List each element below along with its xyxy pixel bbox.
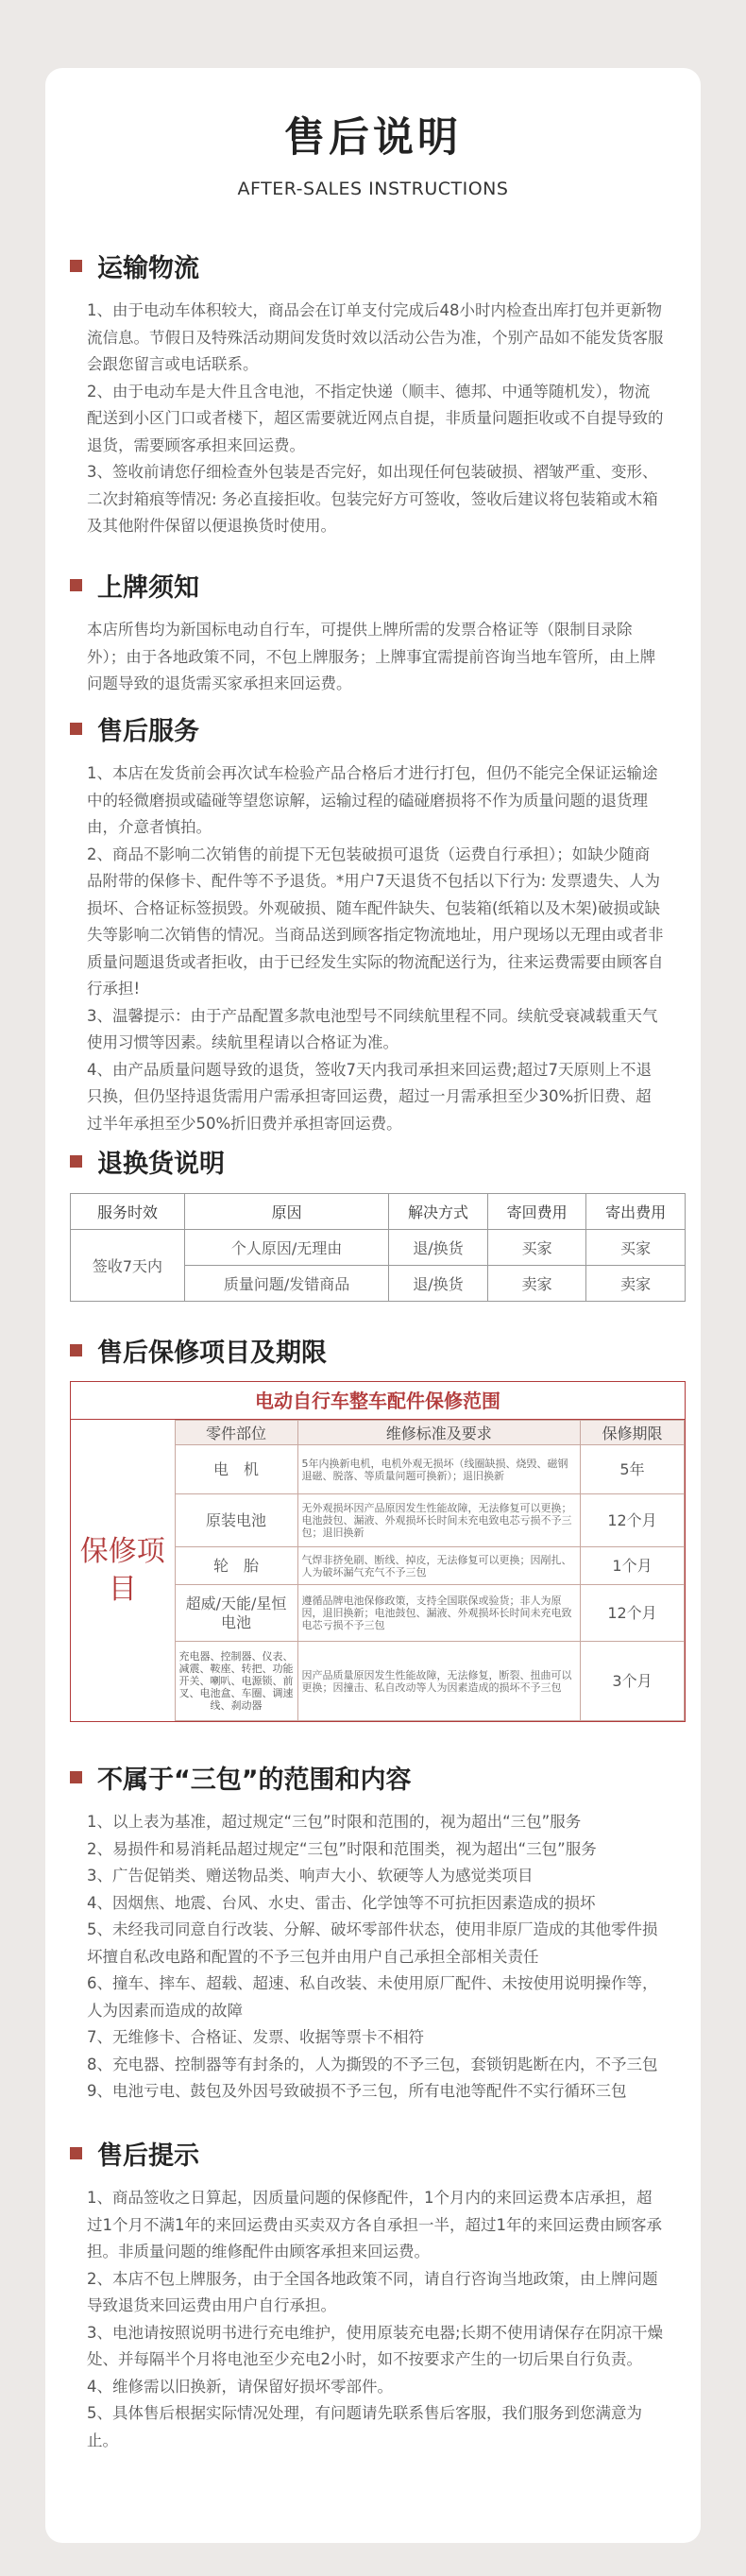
table-header: 保修期限 [581,1421,685,1445]
paragraph: 3、广告促销类、赠送物品类、响声大小、软硬等人为感觉类项目 [87,1867,534,1885]
table-cell: 退/换货 [389,1266,488,1302]
section-title: 不属于“三包”的范围和内容 [97,1766,412,1795]
paragraph: 6、撞车、摔车、超载、超速、私自改装、未使用原厂配件、未按使用说明操作等，人为因素而造成的故障 [87,1974,658,2020]
warranty-box [70,1381,686,1722]
warranty-section [45,1332,701,1369]
warranty-standard: 遵循品牌电池保修政策，支持全国联保或验货；非人为原因，退旧换新；电池鼓包、漏液、外观损坏长时间未充电致电芯亏损不予三包 [297,1585,581,1642]
section-marker-icon [70,1155,82,1168]
warranty-part: 电 机 [175,1445,297,1494]
warranty-period: 12个月 [581,1585,685,1642]
warranty-period: 5年 [581,1445,685,1494]
table-header: 零件部位 [175,1421,297,1445]
paragraph: 5、未经我司同意自行改装、分解、破坏零部件状态，使用非原厂造成的其他零件损坏擅自私改电路和配置的不予三包并由用户自己承担全部相关责任 [87,1920,658,1966]
paragraph: 3、电池请按照说明书进行充电维护，使用原装充电器;长期不使用请保存在阴凉干燥处、并每隔半个月将电池至少充电2小时，如不按要求产生的一切后果自行负责。 [87,2323,664,2368]
table-cell: 质量问题/发错商品 [184,1266,388,1302]
paragraph: 2、由于电动车是大件且含电池，不指定快递（顺丰、德邦、中通等随机发），物流配送到小区门口或者楼下，超区需要就近网点自提，非质量问题拒收或不自提导致的退货，需要顾客承担来回运费。 [87,382,664,454]
paragraph: 2、本店不包上牌服务，由于全国各地政策不同，请自行咨询当地政策，由上牌问题导致退货来回运费由用户自行承担。 [87,2269,658,2314]
section-marker-icon [70,579,82,591]
section-marker-icon [70,1344,82,1356]
warranty-standard: 气焊非挤免刷、断线、掉皮，无法修复可以更换；因剐扎、人为破坏漏气充气不予三包 [297,1547,581,1585]
section-marker-icon [70,1771,82,1783]
warranty-part: 超威/天能/星恒电池 [175,1585,297,1642]
paragraph: 4、由产品质量问题导致的退货，签收7天内我司承担来回运费;超过7天原则上不退只换，但仍坚持退货需用户需承担寄回运费，超过一月需承担至少30%折旧费、超过半年承担至少50%折旧费并承担寄回运费。 [87,1060,653,1133]
warranty-standard: 因产品质量原因发生性能故障，无法修复，断裂、扭曲可以更换；因撞击、私自改动等人为因素造成的损坏不予三包 [297,1642,581,1721]
paragraph: 1、本店在发货前会再次试车检验产品合格后才进行打包，但仍不能完全保证运输途中的轻微磨损或磕碰等望您谅解，运输过程的磕碰磨损将不作为质量问题的退货理由，介意者慎拍。 [87,764,658,836]
table-header: 原因 [184,1194,388,1230]
table-header: 解决方式 [389,1194,488,1230]
paragraph: 本店所售均为新国标电动自行车，可提供上牌所需的发票合格证等（限制目录除外）；由于各地政策不同，不包上牌服务；上牌事宜需提前咨询当地车管所，由上牌问题导致的退货需买家承担来回运费。 [87,621,656,692]
table-cell: 个人原因/无理由 [184,1230,388,1266]
section-title: 上牌须知 [97,573,199,603]
exclusions-section [45,1759,701,2106]
warranty-part: 原装电池 [175,1494,297,1547]
returns-section [45,1143,701,1302]
shipping-section [45,247,701,540]
tips-section [45,2135,701,2454]
instructions-card [45,68,701,2543]
table-cell: 退/换货 [389,1230,488,1266]
warranty-period: 3个月 [581,1642,685,1721]
paragraph: 3、签收前请您仔细检查外包装是否完好，如出现任何包装破损、褶皱严重、变形、二次封箱痕等情况: 务必直接拒收。包装完好方可签收，签收后建议将包装箱或木箱及其他附件保留以便退换货时使用。 [87,463,658,535]
table-cell: 卖家 [487,1266,586,1302]
section-title: 运输物流 [97,254,199,283]
paragraph: 3、温馨提示：由于产品配置多款电池型号不同续航里程不同。续航受衰减载重天气使用习惯等因素。续航里程请以合格证为准。 [87,1006,658,1051]
paragraph: 1、商品签收之日算起，因质量问题的保修配件，1个月内的来回运费本店承担，超过1个月不满1年的来回运费由买卖双方各自承担一半，超过1年的来回运费由顾客承担。非质量问题的维修配件由顾客承担来回运费。 [87,2189,662,2260]
table-row [71,1230,686,1266]
section-marker-icon [70,2147,82,2159]
page-title: 售后说明 [284,114,462,162]
section-marker-icon [70,260,82,272]
paragraph: 9、电池亏电、鼓包及外因号致破损不予三包，所有电池等配件不实行循环三包 [87,2082,627,2100]
paragraph: 1、以上表为基准，超过规定“三包”时限和范围的，视为超出“三包”服务 [87,1813,582,1831]
warranty-period: 1个月 [581,1547,685,1585]
warranty-box-title: 电动自行车整车配件保修范围 [71,1382,685,1420]
section-title: 售后提示 [97,2141,199,2171]
warranty-part: 轮 胎 [175,1547,297,1585]
table-header: 维修标准及要求 [297,1421,581,1445]
paragraph: 1、由于电动车体积较大，商品会在订单支付完成后48小时内检查出库打包并更新物流信息。节假日及特殊活动期间发货时效以活动公告为准，个别产品如不能发货客服会跟您留言或电话联系。 [87,301,664,373]
section-title: 退换货说明 [97,1150,225,1179]
service-section [45,710,701,1137]
warranty-side-label: 保修项目 [79,1534,165,1606]
warranty-part: 充电器、控制器、仪表、减震、鞍座、转把、功能开关、喇叭、电源锁、前叉、电池盒、车圈、调速线、刹动器 [175,1642,297,1721]
section-marker-icon [70,723,82,735]
paragraph: 7、无维修卡、合格证、发票、收据等票卡不相符 [87,2028,424,2046]
registration-section [45,567,701,698]
table-header: 寄出费用 [586,1194,686,1230]
paragraph: 8、充电器、控制器等有封条的，人为撕毁的不予三包，套锁钥匙断在内，不予三包 [87,2055,658,2073]
warranty-standard: 5年内换新电机，电机外观无损坏（线圈缺损、烧毁、磁钢退磁、脱落、等质量问题可换新）；退旧换新 [297,1445,581,1494]
paragraph: 2、易损件和易消耗品超过规定“三包”时限和范围类，视为超出“三包”服务 [87,1839,597,1858]
paragraph: 2、商品不影响二次销售的前提下无包装破损可退货（运费自行承担）；如缺少随商品附带的保修卡、配件等不予退货。*用户7天退货不包括以下行为: 发票遗失、人为损坏、合格证标签损毁。外观破损、随车配件缺失、包装箱(纸箱以及木架)破损或缺失等影响二次销售的情况。当商品送到顾客指定物流地址，用户现场以无理由或者非质量问题退货或者拒收，由于已经发生实际的物流配送行为，往来运费需要由顾客自行承担! [87,844,664,998]
section-title: 售后服务 [97,717,199,746]
table-header: 服务时效 [71,1194,185,1230]
returns-table [70,1193,686,1302]
paragraph: 4、因烟焦、地震、台风、水史、雷击、化学蚀等不可抗拒因素造成的损坏 [87,1893,596,1912]
table-cell: 买家 [586,1230,686,1266]
warranty-table [71,1420,685,1721]
table-cell: 卖家 [586,1266,686,1302]
page-subtitle: AFTER-SALES INSTRUCTIONS [237,179,509,199]
table-cell: 买家 [487,1230,586,1266]
paragraph: 4、维修需以旧换新，请保留好损坏零部件。 [87,2377,393,2396]
warranty-standard: 无外观损坏因产品原因发生性能故障，无法修复可以更换；电池鼓包、漏液、外观损坏长时间未充电致电芯亏损不予三包；退旧换新 [297,1494,581,1547]
paragraph: 5、具体售后根据实际情况处理，有问题请先联系售后客服，我们服务到您满意为止。 [87,2404,642,2449]
section-title: 售后保修项目及期限 [97,1339,327,1368]
warranty-period: 12个月 [581,1494,685,1547]
table-cell: 签收7天内 [71,1230,185,1302]
table-header: 寄回费用 [487,1194,586,1230]
